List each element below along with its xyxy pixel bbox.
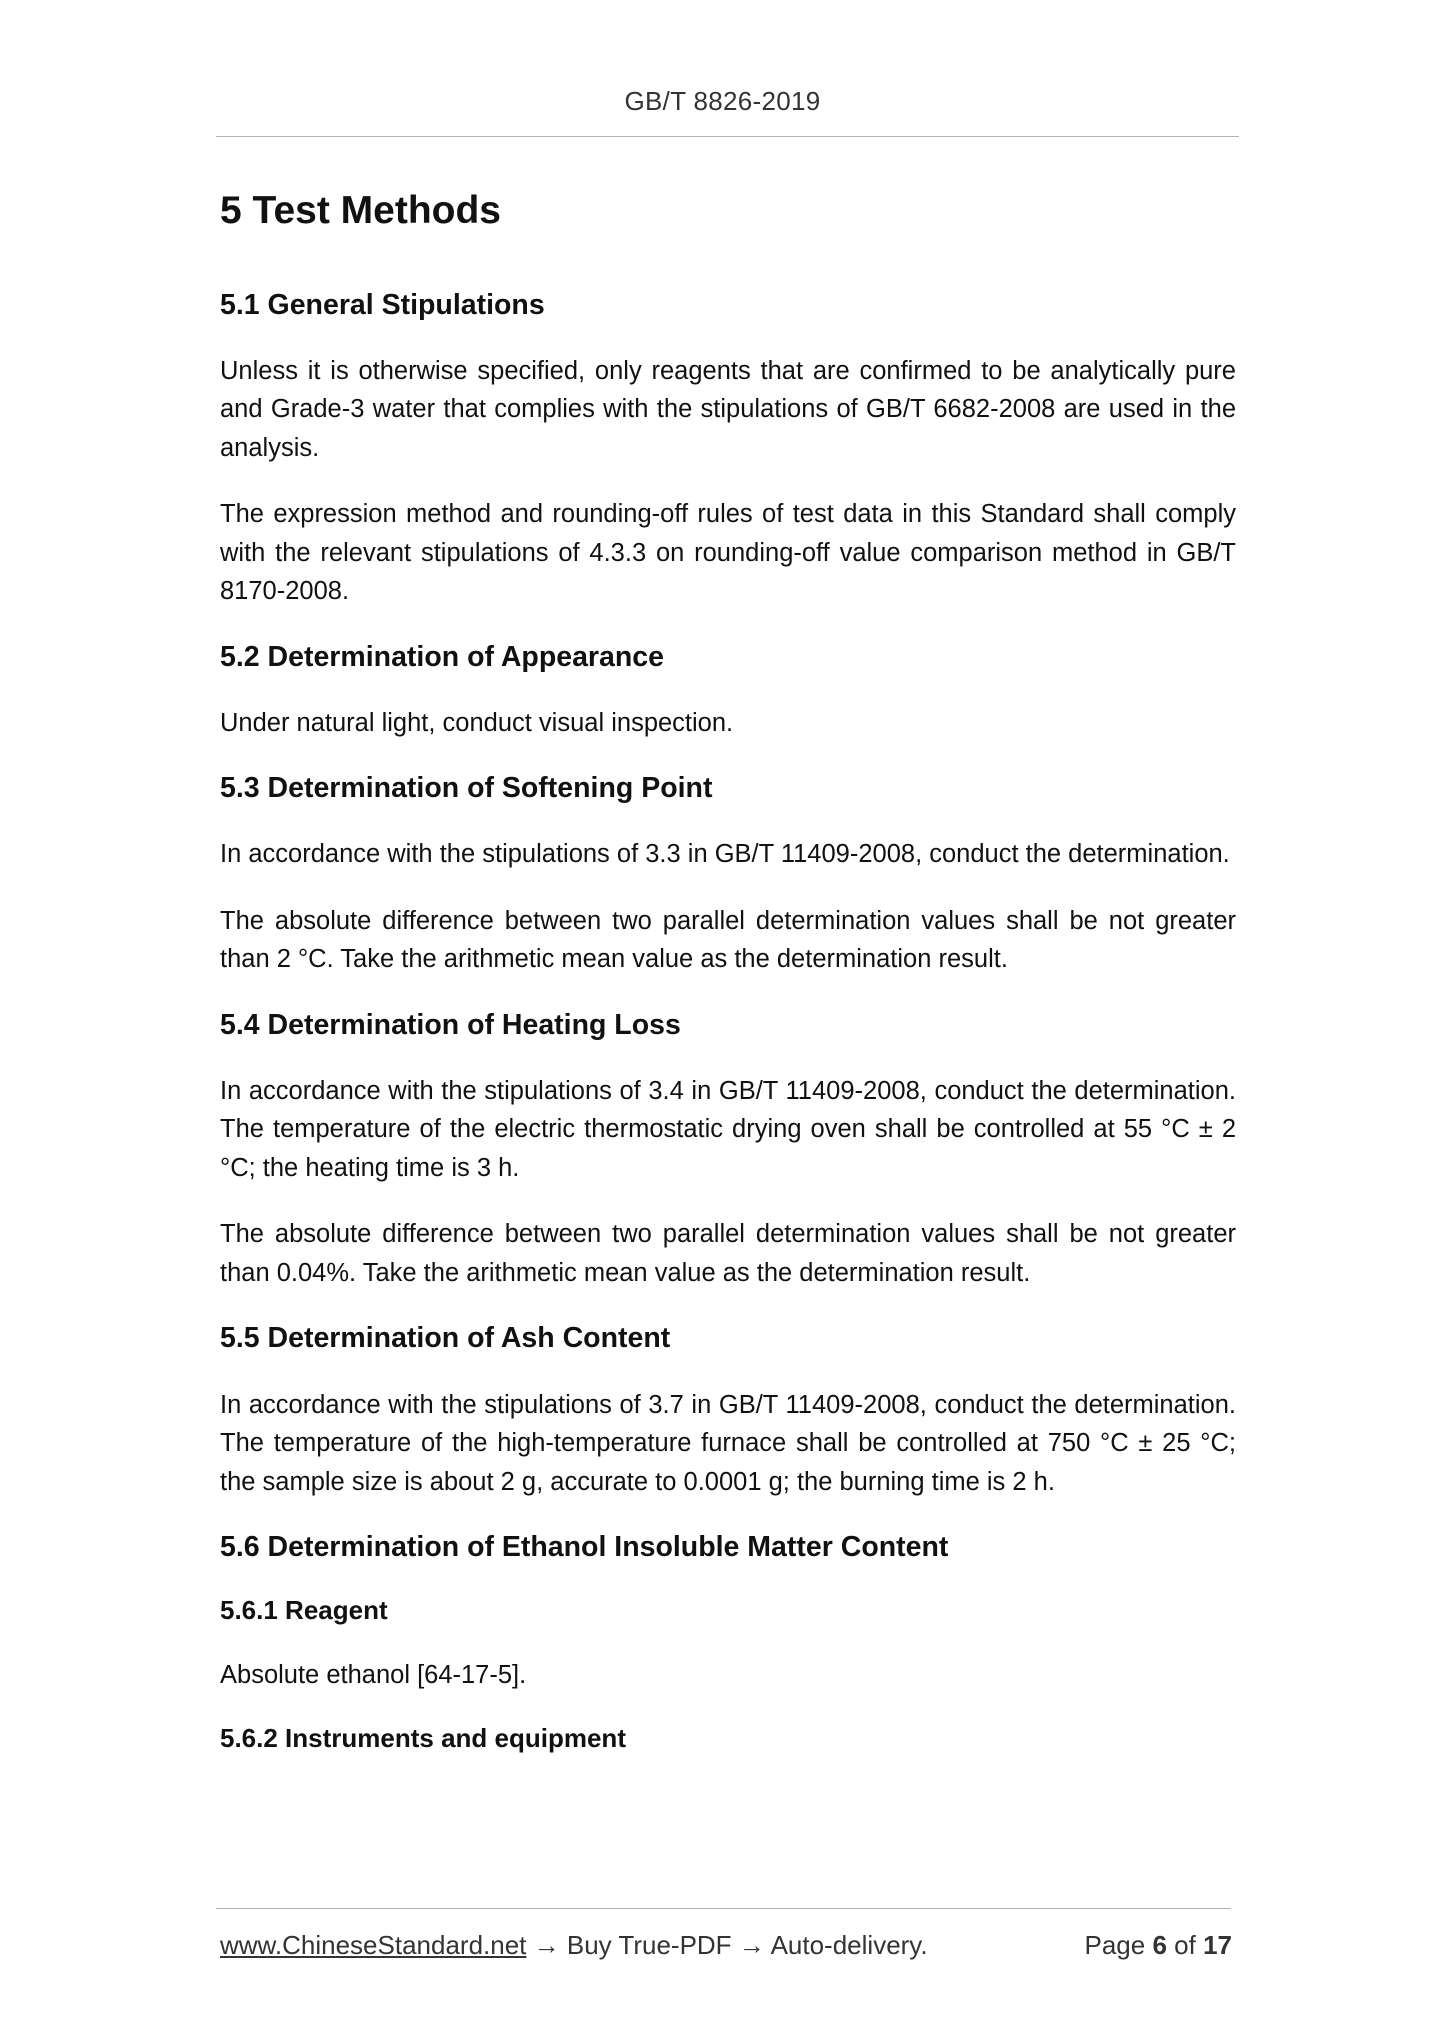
document-body (220, 188, 1236, 1784)
paragraph: Under natural light, conduct visual inspection. (220, 708, 734, 737)
section-5-6 (220, 1529, 1236, 1756)
page-header-doc-code: GB/T 8826-2019 (624, 86, 821, 116)
subsection-heading: 5.6.1 Reagent (220, 1595, 388, 1626)
paragraph: Unless it is otherwise specified, only reagents that are confirmed to be analytically pure and Grade-3 water that complies with the stipulations of GB/T 6682-2008 are used in the analysis. (220, 356, 1236, 462)
section-5-1 (220, 287, 1236, 611)
section-5-5 (220, 1320, 1236, 1501)
section-heading: 5.6 Determination of Ethanol Insoluble Matter Content (220, 1531, 949, 1564)
section-heading: 5.3 Determination of Softening Point (220, 772, 713, 805)
page-total: 17 (1203, 1930, 1232, 1960)
header-divider (216, 136, 1239, 137)
paragraph: The absolute difference between two parallel determination values shall be not greater than 2 °C. Take the arithmetic mean value as the determination result. (220, 906, 1236, 974)
section-heading: 5.4 Determination of Heating Loss (220, 1008, 681, 1041)
section-heading: 5.5 Determination of Ash Content (220, 1322, 671, 1355)
paragraph: Absolute ethanol [64-17-5]. (220, 1660, 527, 1689)
section-5-3 (220, 770, 1236, 979)
footer-promo (220, 1930, 928, 1961)
subsection-heading: 5.6.2 Instruments and equipment (220, 1723, 626, 1754)
page-number (1084, 1930, 1232, 1961)
section-5-4 (220, 1007, 1236, 1293)
paragraph: The absolute difference between two parallel determination values shall be not greater than 0.04%. Take the arithmetic mean value as the determination result. (220, 1220, 1236, 1287)
page-of: of (1174, 1930, 1196, 1960)
paragraph: In accordance with the stipulations of 3.3 in GB/T 11409-2008, conduct the determination. (220, 840, 1230, 869)
page-current: 6 (1152, 1930, 1167, 1960)
paragraph: In accordance with the stipulations of 3.4 in GB/T 11409-2008, conduct the determination. The temperature of the electric thermostatic drying oven shall be controlled at 55 °C ± 2 °C; the heating time is 3 h. (220, 1076, 1236, 1182)
paragraph: The expression method and rounding-off rules of test data in this Standard shall comply with the relevant stipulations of 4.3.3 on rounding-off value comparison method in GB/T 8170-2008. (220, 500, 1236, 606)
footer-promo-text: → Buy True-PDF → Auto-delivery. (526, 1930, 928, 1960)
section-heading: 5.2 Determination of Appearance (220, 640, 664, 673)
section-heading: 5.1 General Stipulations (220, 288, 545, 321)
section-5-2 (220, 639, 1236, 743)
page-label: Page (1084, 1930, 1146, 1960)
website-link[interactable]: www.ChineseStandard.net (220, 1930, 527, 1960)
chapter-title: 5 Test Methods (220, 189, 501, 232)
footer-divider (216, 1908, 1231, 1909)
paragraph: In accordance with the stipulations of 3.7 in GB/T 11409-2008, conduct the determination. The temperature of the high-temperature furnace shall be controlled at 750 °C ± 25 °C; the sample size is about 2 g, accurate to 0.0001 g; the burning time is 2 h. (220, 1390, 1236, 1496)
